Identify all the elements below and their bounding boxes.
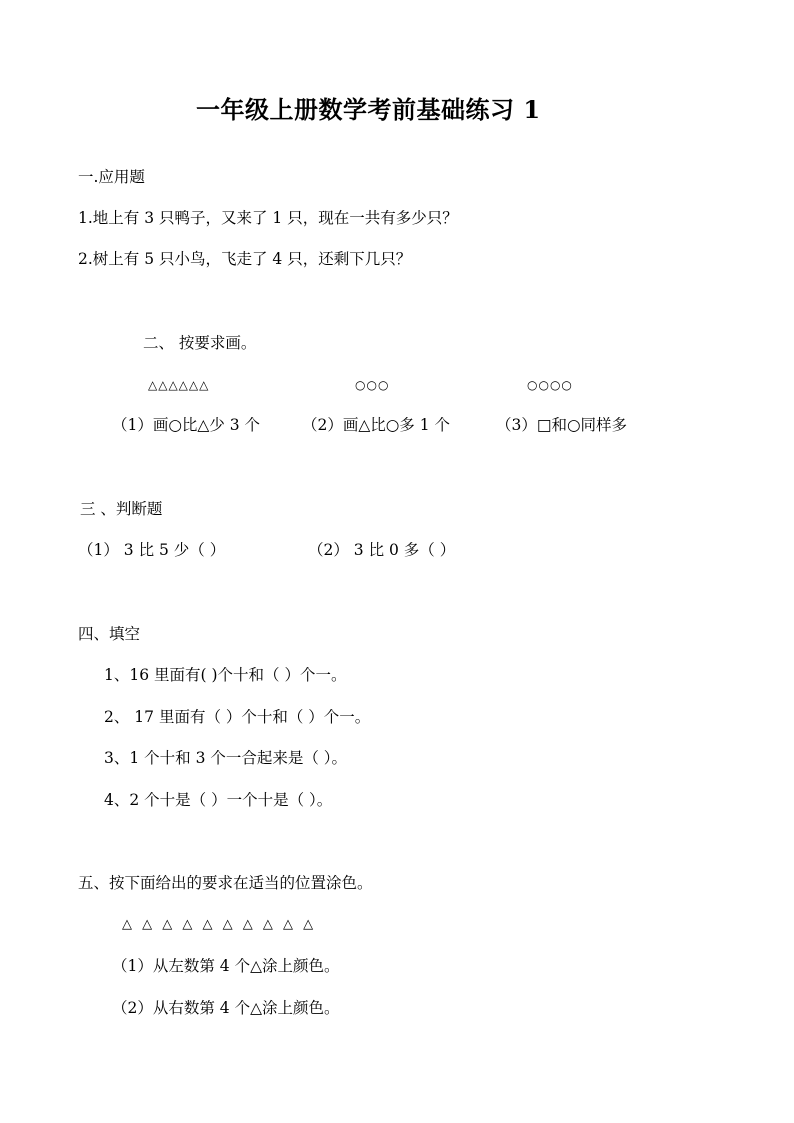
fill-item-3: 3、1 个十和 3 个一合起来是（ ）。 bbox=[104, 749, 348, 767]
draw-task-2: （2）画△比○多 1 个 bbox=[302, 416, 451, 434]
draw-task-1: （1）画○比△少 3 个 bbox=[112, 416, 261, 434]
color-task-1: （1）从左数第 4 个△涂上颜色。 bbox=[112, 957, 340, 975]
section-5-heading: 五、按下面给出的要求在适当的位置涂色。 bbox=[78, 874, 373, 892]
draw-task-3: （3）□和○同样多 bbox=[496, 416, 628, 434]
question-1-2: 2.树上有 5 只小鸟，飞走了 4 只，还剩下几只？ bbox=[78, 250, 412, 268]
section-4-heading: 四、填空 bbox=[78, 625, 141, 643]
triangle-row: △ △ △ △ △ △ △ △ △ △ bbox=[122, 917, 314, 932]
judge-question-1: （1） 3 比 5 少（ ） bbox=[78, 541, 226, 559]
fill-item-2: 2、 17 里面有（ ）个十和（ ）个一。 bbox=[104, 708, 371, 726]
triangle-shapes-row: △△△△△△ bbox=[148, 378, 210, 392]
circle-shapes-group-b: ○○○○ bbox=[527, 378, 573, 392]
page-title: 一年级上册数学考前基础练习 1 bbox=[196, 95, 541, 124]
circle-shapes-group-a: ○○○ bbox=[355, 378, 390, 392]
fill-item-1: 1、16 里面有( )个十和（ ）个一。 bbox=[104, 666, 347, 684]
section-1-heading: 一.应用题 bbox=[78, 168, 145, 186]
section-2-heading: 二、 按要求画。 bbox=[143, 334, 257, 352]
section-3-heading: 三 、判断题 bbox=[80, 500, 163, 518]
question-1-1: 1.地上有 3 只鸭子，又来了 1 只，现在一共有多少只？ bbox=[78, 209, 458, 227]
judge-question-2: （2） 3 比 0 多（ ） bbox=[308, 541, 456, 559]
color-task-2: （2）从右数第 4 个△涂上颜色。 bbox=[112, 999, 340, 1017]
fill-item-4: 4、2 个十是（ ）一个十是（ ）。 bbox=[104, 791, 333, 809]
